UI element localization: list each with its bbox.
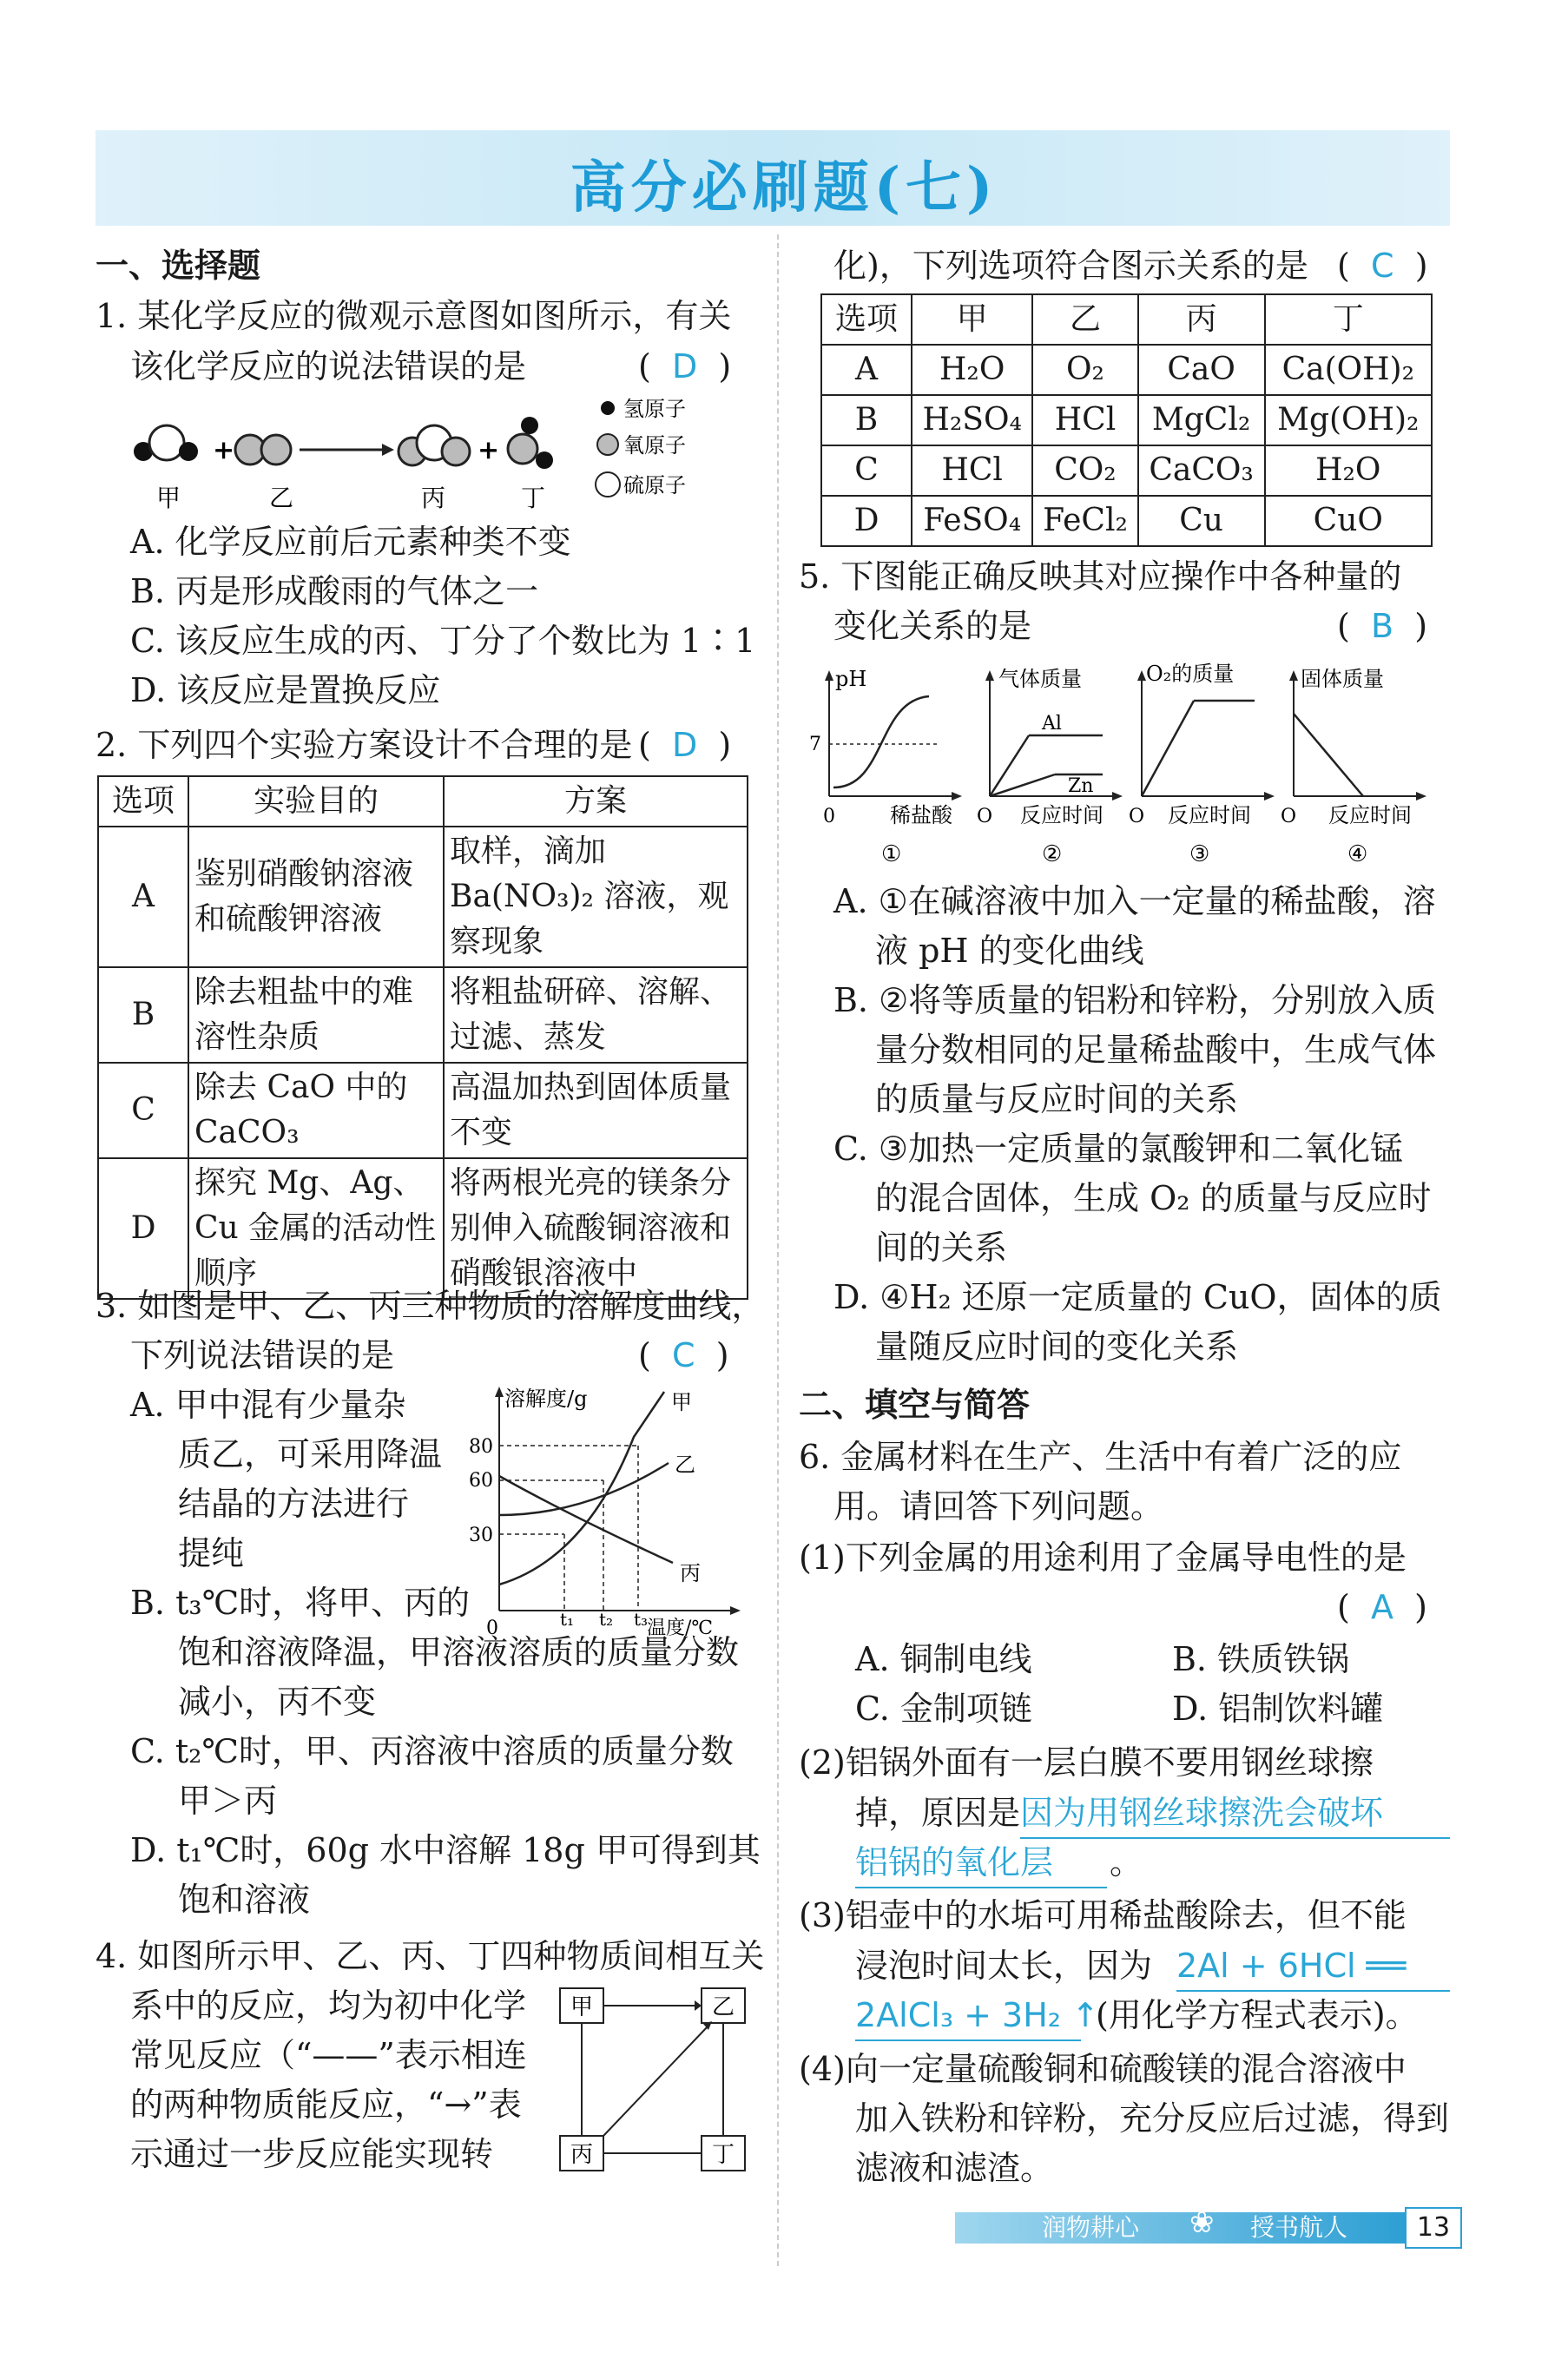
q5-option-a2: 液 pH 的变化曲线 (875, 932, 1144, 970)
q3-option-d1: D. t₁℃时，60g 水中溶解 18g 甲可得到其 (130, 1831, 761, 1869)
q6-part3a: (3)铝壶中的水垢可用稀盐酸除去，但不能 (799, 1896, 1407, 1934)
svg-text:+: + (478, 435, 500, 465)
q4-cell: H₂O (912, 345, 1032, 395)
q5-answer: B (1370, 607, 1394, 645)
q2-cell-opt: A (98, 827, 188, 967)
q6-p1-option-a: A. 铜制电线 (855, 1640, 1032, 1678)
q4-header: 丙 (1138, 294, 1265, 345)
q5-option-b3: 的质量与反应时间的关系 (875, 1080, 1239, 1118)
q5-g4-y: 固体质量 (1301, 667, 1384, 691)
table-row (98, 1063, 748, 1158)
q4-answer-bracket: ( C ) (1337, 247, 1428, 285)
q4-cell: FeCl₂ (1032, 496, 1137, 546)
q5-option-d1: D. ④H₂ 还原一定质量的 CuO，固体的质 (833, 1278, 1442, 1316)
q2-cell-plan: 将两根光亮的镁条分别伸入硫酸铜溶液和硝酸银溶液中 (444, 1158, 748, 1299)
legend-s: 硫原子 (623, 473, 686, 497)
q5-graph-4 (1281, 667, 1426, 867)
q5-option-c1: C. ③加热一定质量的氯酸钾和二氧化锰 (833, 1130, 1403, 1168)
q4-cell: B (821, 395, 912, 445)
q1-option-c: C. 该反应生成的丙、丁分了个数比为 1∶1 (130, 622, 756, 660)
table-row (821, 395, 1432, 445)
q5-g3-origin: O (1129, 806, 1145, 827)
q5-g1-y: pH (835, 667, 867, 691)
table-row (98, 1158, 748, 1299)
q1-molecule-diagram (122, 395, 764, 517)
q2-cell-opt: D (98, 1158, 188, 1299)
lotus-icon: ❀ (1189, 2205, 1215, 2240)
q3-ytick-30: 30 (469, 1525, 493, 1546)
q4-cell: HCl (1032, 395, 1137, 445)
q2-header-plan: 方案 (444, 776, 748, 827)
q3-xtick-t1: t₁ (560, 1609, 575, 1630)
q2-answer: D (671, 726, 698, 764)
q6-p1-option-d: D. 铝制饮料罐 (1172, 1690, 1384, 1728)
table-row (821, 445, 1432, 496)
q3-answer: C (671, 1336, 695, 1374)
table-row (98, 967, 748, 1063)
q4-line4: 的两种物质能反应，“→”表 (130, 2086, 522, 2124)
column-divider (777, 234, 779, 2266)
q4-box-ding: 丁 (712, 2142, 735, 2168)
q1-option-d: D. 该反应是置换反应 (130, 671, 441, 709)
q2-cell-goal: 除去 CaO 中的 CaCO₃ (188, 1063, 444, 1158)
q5-option-b1: B. ②将等质量的铝粉和锌粉，分别放入质 (833, 981, 1437, 1019)
q4-header: 乙 (1032, 294, 1137, 345)
q3-stem: 3. 如图是甲、乙、丙三种物质的溶解度曲线， (96, 1287, 765, 1325)
q6-p1-option-b: B. 铁质铁锅 (1172, 1640, 1350, 1678)
q5-graph-3 (1129, 662, 1275, 867)
q4-header: 甲 (912, 294, 1032, 345)
q3-option-b2: 饱和溶液降温，甲溶液溶质的质量分数 (178, 1633, 740, 1671)
q5-g1-origin: 0 (823, 806, 835, 827)
section-fill: 二、填空与简答 (799, 1386, 1031, 1424)
q4-header: 丁 (1265, 294, 1432, 345)
q5-graph-2 (977, 667, 1123, 867)
q5-option-a1: A. ①在碱溶液中加入一定量的稀盐酸，溶 (833, 882, 1436, 920)
q4-cell: CaO (1138, 345, 1265, 395)
q6-part2a: (2)铝锅外面有一层白膜不要用钢丝球擦 (799, 1743, 1374, 1782)
q2-stem: 2. 下列四个实验方案设计不合理的是 (96, 726, 633, 764)
table-row (821, 345, 1432, 395)
q6-part4c: 滤液和滤渣。 (855, 2149, 1054, 2187)
q6-part4a: (4)向一定量硫酸铜和硫酸镁的混合溶液中 (799, 2050, 1407, 2088)
q3-curve-label-bing: 丙 (680, 1561, 701, 1585)
q5-g3-num: ③ (1189, 841, 1210, 867)
q6-stem: 6. 金属材料在生产、生活中有着广泛的应 (799, 1438, 1402, 1476)
q5-g1-num: ① (881, 841, 902, 867)
q1-answer-bracket: ( D ) (638, 347, 732, 385)
q1-answer: D (671, 347, 698, 385)
q1-stem2: 该化学反应的说法错误的是 (130, 347, 527, 385)
legend-h: 氢原子 (623, 397, 686, 421)
q2-header-option: 选项 (98, 776, 188, 827)
q6-p1-answer: A (1370, 1588, 1393, 1626)
q5-graphs (807, 653, 1450, 879)
q6-p1-option-c: C. 金制项链 (855, 1690, 1032, 1728)
q3-option-a1: A. 甲中混有少量杂 (130, 1386, 406, 1424)
q3-stem2: 下列说法错误的是 (130, 1336, 395, 1374)
q4-line2: 系中的反应，均为初中化学 (130, 1987, 527, 2025)
q4-header: 选项 (821, 294, 912, 345)
q6-part1: (1)下列金属的用途利用了金属导电性的是 (799, 1539, 1407, 1577)
q4-cell: CuO (1265, 496, 1432, 546)
q2-cell-goal: 除去粗盐中的难溶性杂质 (188, 967, 444, 1063)
q5-g2-num: ② (1042, 841, 1063, 867)
q3-answer-bracket: ( C ) (638, 1336, 729, 1374)
q4-box-yi: 乙 (712, 1994, 735, 2020)
q5-g4-origin: O (1281, 806, 1297, 827)
q3-curve-bing (499, 1476, 673, 1563)
q2-header-goal: 实验目的 (188, 776, 444, 827)
q2-cell-goal: 鉴别硝酸钠溶液和硫酸钾溶液 (188, 827, 444, 967)
table-row (821, 496, 1432, 546)
q2-cell-plan: 高温加热到固体质量不变 (444, 1063, 748, 1158)
q3-option-c2: 甲＞丙 (178, 1782, 278, 1820)
q2-cell-plan: 将粗盐研碎、溶解、过滤、蒸发 (444, 967, 748, 1063)
label-bing: 丙 (421, 484, 446, 512)
q3-solubility-chart (469, 1385, 751, 1639)
q5-g3-x: 反应时间 (1168, 803, 1251, 827)
q3-curve-jia (499, 1392, 664, 1585)
q4-cell: Cu (1138, 496, 1265, 546)
q5-g2-origin: O (977, 806, 993, 827)
q3-option-b1: B. t₃℃时，将甲、丙的 (130, 1584, 471, 1622)
q4-cell: O₂ (1032, 345, 1137, 395)
q2-answer-bracket: ( D ) (638, 726, 732, 764)
q3-curve-label-yi: 乙 (675, 1453, 695, 1477)
q6-part2b: 掉，原因是 (855, 1794, 1021, 1832)
q1-option-b: B. 丙是形成酸雨的气体之一 (130, 572, 539, 610)
q4-cell: C (821, 445, 912, 496)
page-title: 高分必刷题(七) (570, 155, 998, 221)
q2-table (97, 775, 748, 1300)
q4-line1: 4. 如图所示甲、乙、丙、丁四种物质间相互关 (96, 1937, 765, 1975)
q5-option-c2: 的混合固体，生成 O₂ 的质量与反应时 (875, 1179, 1432, 1217)
legend-o: 氧原子 (623, 433, 686, 458)
q6-p3-answer-line1: 2Al + 6HCl ══ (1176, 1941, 1450, 1992)
q4-line5: 示通过一步反应能实现转 (130, 2135, 494, 2173)
q5-g2-al: Al (1042, 713, 1062, 735)
q4-box-bing: 丙 (570, 2142, 594, 2168)
q4-cell: FeSO₄ (912, 496, 1032, 546)
q5-g2-y: 气体质量 (998, 667, 1082, 691)
q4-cell: MgCl₂ (1138, 395, 1265, 445)
q3-option-d2: 饱和溶液 (178, 1881, 311, 1919)
q3-xtick-t2: t₂ (599, 1609, 614, 1630)
q4-cell: Ca(OH)₂ (1265, 345, 1432, 395)
q5-g4-num: ④ (1347, 841, 1368, 867)
q4-cell: H₂SO₄ (912, 395, 1032, 445)
q5-answer-bracket: ( B ) (1337, 607, 1428, 645)
q4-cell: A (821, 345, 912, 395)
q5-option-b2: 量分数相同的足量稀盐酸中，生成气体 (875, 1031, 1437, 1069)
q3-xtick-0: 0 (486, 1618, 498, 1639)
q3-option-a4: 提纯 (178, 1534, 245, 1572)
section-choice: 一、选择题 (96, 247, 261, 285)
q4-cell: Mg(OH)₂ (1265, 395, 1432, 445)
q6-p1-bracket: ( A ) (1337, 1588, 1427, 1626)
footer-right: 授书航人 (1250, 2213, 1348, 2242)
q5-graph-1 (809, 667, 962, 867)
q3-option-c1: C. t₂℃时，甲、丙溶液中溶质的质量分数 (130, 1732, 734, 1770)
q4-cont: 化)，下列选项符合图示关系的是 (833, 247, 1308, 285)
q3-option-b3: 减小，丙不变 (178, 1683, 377, 1721)
q5-option-c3: 间的关系 (875, 1229, 1008, 1267)
q4-box-jia: 甲 (570, 1994, 594, 2020)
q5-stem: 5. 下图能正确反映其对应操作中各种量的 (799, 557, 1402, 596)
q2-cell-goal: 探究 Mg、Ag、Cu 金属的活动性顺序 (188, 1158, 444, 1299)
q6-p3-end: (用化学方程式表示)。 (1096, 1996, 1419, 2034)
q5-option-d2: 量随反应时间的变化关系 (875, 1328, 1239, 1366)
label-ding: 丁 (521, 484, 546, 512)
q5-stem2: 变化关系的是 (833, 607, 1032, 645)
q3-ytick-60: 60 (469, 1470, 493, 1492)
q3-ytick-80: 80 (469, 1436, 493, 1458)
q6-part3b: 浸泡时间太长，因为 (855, 1947, 1153, 1985)
q6-p2-end: 。 (1110, 1843, 1143, 1881)
q2-cell-opt: B (98, 967, 188, 1063)
q4-table (820, 293, 1433, 547)
q3-option-a2: 质乙，可采用降温 (178, 1435, 443, 1473)
q4-cell: CO₂ (1032, 445, 1137, 496)
svg-text:+: + (213, 435, 235, 465)
q4-line3: 常见反应（“——”表示相连 (130, 2036, 527, 2074)
page-number: 13 (1405, 2207, 1462, 2249)
q1-option-a: A. 化学反应前后元素种类不变 (130, 523, 571, 561)
q3-xtick-t3: t₃ (634, 1609, 649, 1630)
q5-g1-mark: 7 (809, 734, 821, 755)
q4-relation-diagram (556, 1984, 755, 2184)
q6-p2-answer-line1: 因为用钢丝球擦洗会破坏 (1020, 1789, 1450, 1839)
q5-g1-x: 稀盐酸 (890, 803, 952, 827)
q5-g3-y: O₂的质量 (1146, 662, 1235, 686)
label-yi: 乙 (269, 484, 294, 512)
q3-curve-label-jia: 甲 (671, 1390, 692, 1414)
q2-cell-plan: 取样，滴加 Ba(NO₃)₂ 溶液，观察现象 (444, 827, 748, 967)
q3-option-a3: 结晶的方法进行 (178, 1485, 410, 1523)
q1-stem: 1. 某化学反应的微观示意图如图所示，有关 (96, 297, 732, 335)
footer-left: 润物耕心 (1042, 2213, 1140, 2242)
q4-answer: C (1370, 247, 1394, 285)
q2-cell-opt: C (98, 1063, 188, 1158)
label-jia: 甲 (156, 484, 181, 512)
q6-stem2: 用。请回答下列问题。 (833, 1487, 1164, 1525)
q4-cell: D (821, 496, 912, 546)
q3-xlabel: 温度/℃ (647, 1618, 714, 1639)
q4-cell: H₂O (1265, 445, 1432, 496)
q5-g4-x: 反应时间 (1328, 803, 1412, 827)
table-row (98, 827, 748, 967)
q3-ylabel: 溶解度/g (504, 1387, 588, 1411)
q4-cell: HCl (912, 445, 1032, 496)
q4-cell: CaCO₃ (1138, 445, 1265, 496)
q6-p2-answer-line2: 铝锅的氧化层 (855, 1838, 1107, 1888)
q6-p3-answer-line2: 2AlCl₃ + 3H₂ ↑ (855, 1991, 1081, 2041)
q5-g2-x: 反应时间 (1020, 803, 1104, 827)
q6-part4b: 加入铁粉和锌粉，充分反应后过滤，得到 (855, 2099, 1450, 2138)
q5-g2-zn: Zn (1068, 775, 1094, 797)
